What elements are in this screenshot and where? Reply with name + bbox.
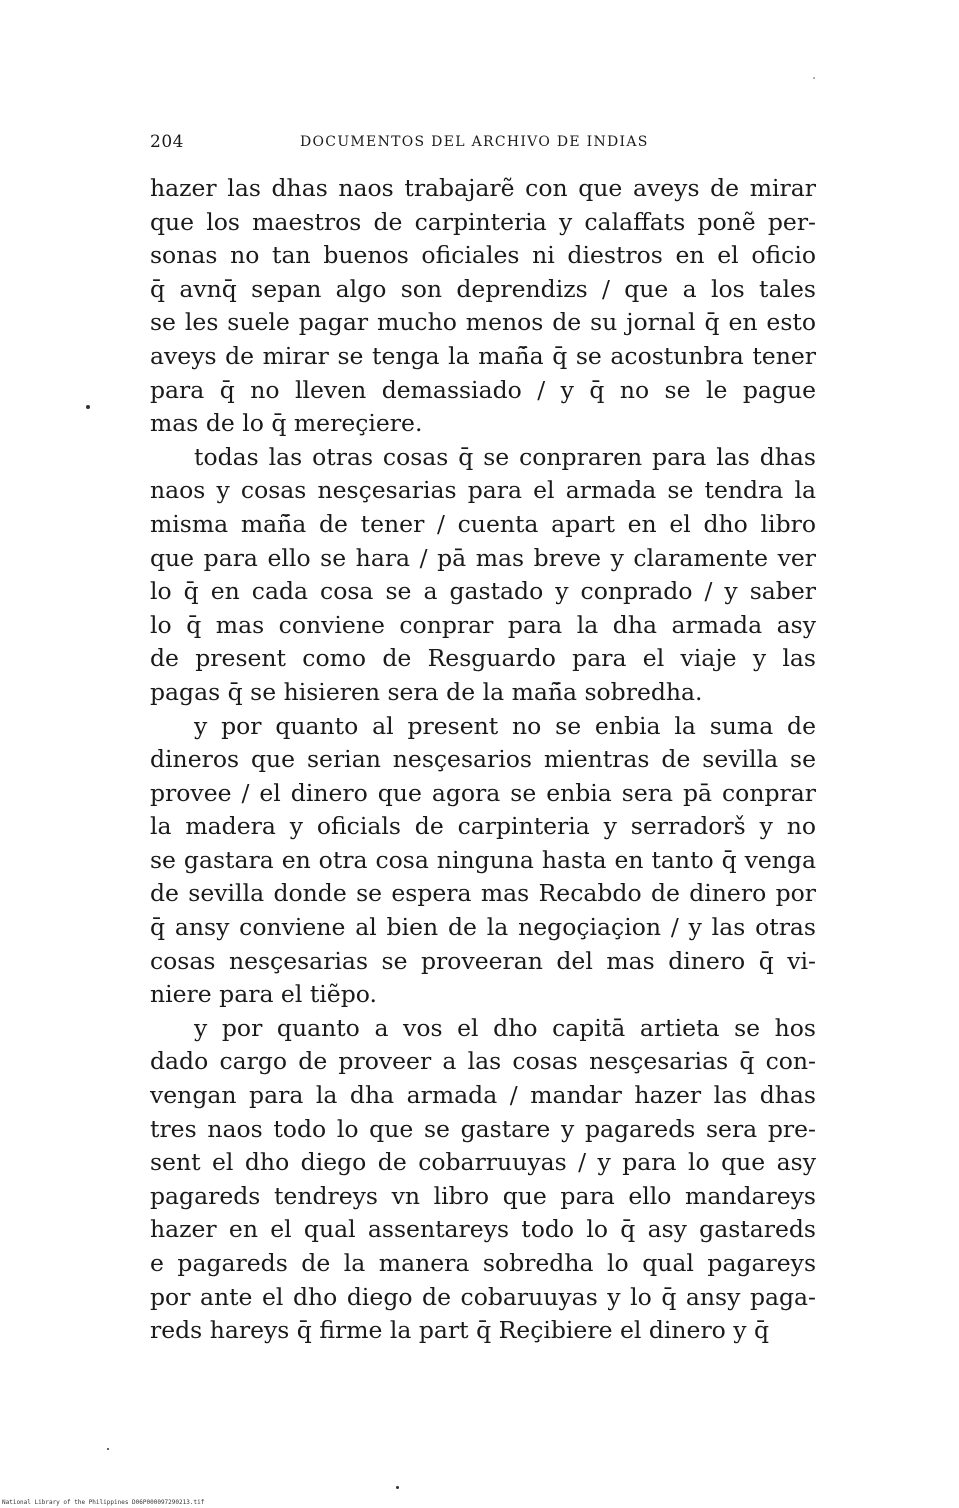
text-line: tres naos todo lo que se gastare y pagareds sera pre- bbox=[150, 1114, 816, 1143]
scan-speck bbox=[107, 1448, 109, 1450]
text-line: hazer las dhas naos trabajarẽ con que aveys de mirar bbox=[150, 174, 816, 202]
running-title: DOCUMENTOS DEL ARCHIVO DE INDIAS bbox=[300, 134, 649, 150]
paragraph bbox=[150, 172, 816, 441]
text-line: se les suele pagar mucho menos de su jornal q̄ en esto bbox=[150, 308, 816, 337]
paragraph bbox=[150, 1012, 816, 1348]
text-line: todas las otras cosas q̄ se conpraren para las dhas bbox=[194, 442, 816, 471]
text-line: q̄ ansy conviene al bien de la negoçiaçion / y las otras bbox=[150, 913, 816, 942]
text-line: lo q̄ mas conviene conprar para la dha armada asy bbox=[150, 610, 816, 639]
text-line: por ante el dho diego de cobaruuyas y lo q̄ ansy paga- bbox=[150, 1282, 816, 1311]
text-line: provee / el dinero que agora se enbia sera pā conprar bbox=[150, 778, 816, 807]
text-line: q̄ avnq̄ sepan algo son deprendizs / que a los tales bbox=[150, 274, 816, 303]
text-line: dado cargo de proveer a las cosas nesçesarias q̄ con- bbox=[150, 1047, 816, 1076]
page-number: 204 bbox=[150, 132, 184, 152]
text-line: mas de lo q̄ mereçiere. bbox=[150, 409, 423, 438]
text-line: de sevilla donde se espera mas Recabdo de dinero por bbox=[150, 879, 816, 908]
text-line: vengan para la dha armada / mandar hazer las dhas bbox=[150, 1081, 816, 1110]
paragraph bbox=[150, 710, 816, 1012]
text-line: reds hareys q̄ firme la part q̄ Reçibiere el dinero y q̄ bbox=[150, 1316, 770, 1345]
text-line: se gastara en otra cosa ninguna hasta en tanto q̄ venga bbox=[150, 845, 816, 874]
scan-speck bbox=[396, 1486, 399, 1489]
text-line: para q̄ no lleven demassiado / y q̄ no se le pague bbox=[150, 375, 816, 404]
text-line: pagareds tendreys vn libro que para ello mandareys bbox=[150, 1181, 816, 1210]
text-line: de present como de Resguardo para el viaje y las bbox=[150, 644, 816, 673]
scan-speck bbox=[86, 405, 90, 409]
text-line: que los maestros de carpinteria y calaffats ponẽ per- bbox=[150, 207, 816, 236]
text-line: la madera y oficials de carpinteria y serradorš y no bbox=[150, 812, 816, 841]
text-line: misma mañ̄a de tener / cuenta apart en el dho libro bbox=[150, 509, 816, 538]
text-line: sonas no tan buenos oficiales ni diestros en el oficio bbox=[150, 241, 816, 270]
text-line: lo q̄ en cada cosa se a gastado y conprado / y saber bbox=[150, 577, 816, 606]
text-line: cosas nesçesarias se proveeran del mas dinero q̄ vi- bbox=[150, 946, 816, 975]
scan-speck bbox=[813, 77, 815, 79]
body-text bbox=[150, 172, 816, 1348]
text-line: que para ello se hara / pā mas breve y claramente ver bbox=[150, 543, 816, 572]
text-line: y por quanto al present no se enbia la suma de bbox=[194, 711, 816, 740]
text-line: y por quanto a vos el dho capitā artieta se hos bbox=[194, 1013, 816, 1042]
text-line: naos y cosas nesçesarias para el armada se tendra la bbox=[150, 476, 816, 505]
text-line: aveys de mirar se tenga la mañ̄a q̄ se acostunbra tener bbox=[150, 341, 816, 370]
text-line: e pagareds de la manera sobredha lo qual pagareys bbox=[150, 1249, 816, 1277]
text-line: dineros que serian nesçesarios mientras de sevilla se bbox=[150, 745, 816, 774]
text-line: niere para el tiẽpo. bbox=[150, 980, 377, 1009]
paragraph bbox=[150, 441, 816, 710]
text-line: pagas q̄ se hisieren sera de la mañ̄a sobredha. bbox=[150, 677, 703, 706]
scan-footer-note: National Library of the Philippines D06P000097290213.tif bbox=[2, 1499, 205, 1506]
text-line: sent el dho diego de cobarruuyas / y para lo que asy bbox=[150, 1148, 816, 1177]
text-line: hazer en el qual assentareys todo lo q̄ asy gastareds bbox=[150, 1215, 816, 1244]
